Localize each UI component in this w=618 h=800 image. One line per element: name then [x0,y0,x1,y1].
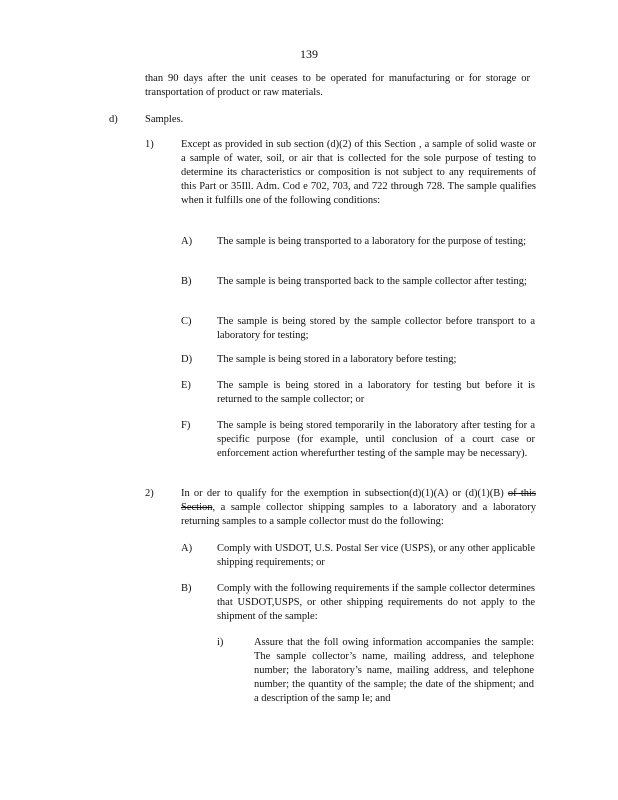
subsubitem-text: Assure that the foll owing information accompanies the sample: The sample collector’s name, mailing address, and telephone number; the laboratory’s name, mailing address, and telephone number; the quantity of the sample; the date of the shipment; and a description of the samp le; and [254,637,534,704]
section-d-title: Samples. [145,114,184,125]
condition-text: The sample is being stored by the sample collector before transport to a laboratory for testing; [217,316,535,341]
item-2-label: 2) [145,488,154,499]
condition-label: F) [181,420,191,431]
intro-paragraph: than 90 days after the unit ceases to be operated for manufacturing or for storage or transportation of product or raw materials. [145,73,530,98]
condition-text: The sample is being stored temporarily in the laboratory after testing for a specific purpose (for example, until conclusion of a court case or enforcement action wherefurther testing of the sample may be necessary). [217,420,535,459]
condition-text: The sample is being transported to a laboratory for the purpose of testing; [217,236,527,247]
condition-text: The sample is being transported back to the sample collector after testing; [217,276,527,287]
subitem-text: Comply with the following requirements if the sample collector determines that USDOT,USPS, or other shipping requirements do not apply to the shipment of the sample: [217,583,535,622]
item-2-text-after: , a sample collector shipping samples to a laboratory and a laboratory returning samples to a sample collector must do the following: [181,502,536,527]
subsubitem-label: i) [217,637,224,648]
condition-label: B) [181,276,192,287]
page-number: 139 [300,47,318,61]
subitem-label: B) [181,583,192,594]
struck-text: of this Section [181,488,536,513]
item-1-label: 1) [145,139,154,150]
condition-label: D) [181,354,193,365]
condition-text: The sample is being stored in a laboratory before testing; [217,354,457,365]
condition-label: C) [181,316,192,327]
item-1-text: Except as provided in sub section (d)(2) of this Section , a sample of solid waste or a sample of water, soil, or air that is collected for the sole purpose of testing to determine its characteristics or composition is not subject to any requirements of this Part or 35Ill. Adm. Cod e 702, 703, and 722 through 728. The sample qualifies when it fulfills one of the following conditions: [181,139,536,206]
item-2-text [181,487,536,529]
subitem-label: A) [181,543,193,554]
section-d-label: d) [109,114,118,125]
condition-label: E) [181,380,191,391]
condition-text: The sample is being stored in a laboratory for testing but before it is returned to the sample collector; or [217,380,535,405]
subitem-text: Comply with USDOT, U.S. Postal Ser vice (USPS), or any other applicable shipping requirements; or [217,543,535,568]
condition-label: A) [181,236,193,247]
item-2-text-before: In or der to qualify for the exemption in subsection(d)(1)(A) or (d)(1)(B) [181,488,504,499]
